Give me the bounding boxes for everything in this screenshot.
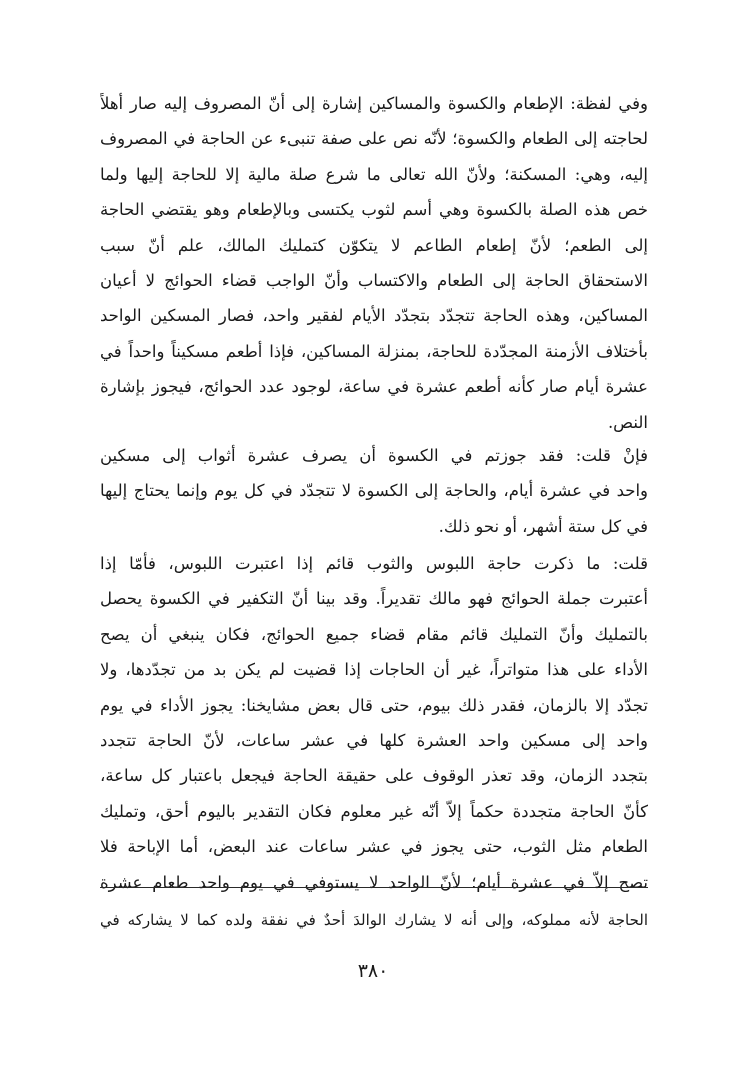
paragraph-1 [100,86,648,440]
footnote [100,904,648,936]
text-line: قلت: ما ذكرت حاجة اللبوس والثوب قائم إذا اعتبرت اللبوس، فأمّا إذا [100,554,648,573]
text-line: الطعام مثل الثوب، حتى يجوز في عشر ساعات عند البعض، أما الإباحة فلا [100,837,648,857]
text-line: في كل ستة أشهر، أو نحو ذلك. [438,516,648,536]
text-line: الاستحقاق الحاجة إلى الطعام والاكتساب وأنّ الواجب قضاء الحوائج لا أعيان [100,270,648,290]
paragraph-3 [100,546,648,900]
text-line: النص. [607,412,648,432]
text-line: بأختلاف الأزمنة المجدّدة للحاجة، بمنزلة المساكين، فإذا أطعم مسكيناً واحداً في [100,341,648,361]
text-line: بالتمليك وأنّ التمليك قائم مقام قضاء جميع الحوائج، فكان ينبغي أن يصح [100,624,648,644]
footnote-line: الحاجة لأنه مملوكه، وإلى أنه لا يشارك الوالدَ أحدٌ في نفقة ولده كما لا يشاركه في [100,911,648,929]
text-line: تصح إلاّ في عشرة أيام؛ لأنّ الواحد لا يستوفي في يوم واحد طعام عشرة [100,872,648,892]
text-line: تجدّد إلا بالزمان، فقدر ذلك بيوم، حتى قال بعض مشايخنا: يجوز الأداء في يوم [100,695,648,715]
footnote-divider [100,887,648,888]
text-line: إلى الطعم؛ لأنّ إطعام الطاعم لا يتكوّن كتمليك المالك، علم أنّ سبب [100,235,648,255]
text-line: لحاجته إلى الطعام والكسوة؛ لأنّه نص على صفة تنبىء عن الحاجة في المصروف [100,129,648,149]
text-line: بتجدد الزمان، وقد تعذر الوقوف على حقيقة الحاجة فيجعل باعتبار كل ساعة، [100,766,648,786]
text-line: المساكين، وهذه الحاجة تتجدّد بتجدّد الأيام لفقير واحد، فصار المسكين الواحد [100,306,648,326]
text-line: أعتبرت جملة الحوائج فهو مالك تقديراً. وقد بينا أنّ التكفير في الكسوة يحصل [100,589,648,609]
text-line: الأداء على هذا متواتراً، غير أن الحاجات إذا قضيت لم يكن بد من تجدّدها، ولا [100,660,648,680]
text-line: واحد إلى مسكين واحد العشرة كلها في عشر ساعات، لأنّ الحاجة تتجدد [100,730,648,750]
paragraph-2 [100,438,648,544]
text-line: عشرة أيام صار كأنه أطعم عشرة في ساعة، لوجود عدد الحوائج، فيجوز بإشارة [100,377,648,397]
text-line: فإنْ قلت: فقد جوزتم في الكسوة أن يصرف عشرة أثواب إلى مسكين [100,446,648,465]
page-number: ٣٨٠ [357,960,389,982]
text-line: كأنّ الحاجة متجددة حكماً إلاّ أنّه غير معلوم فكان التقدير باليوم أحق، وتمليك [100,801,648,821]
text-line: واحد في عشرة أيام، والحاجة إلى الكسوة لا تتجدّد في كل يوم وإنما يحتاج إليها [100,481,648,501]
text-line: وفي لفظة: الإطعام والكسوة والمساكين إشارة إلى أنّ المصروف إليه صار أهلاً [100,94,648,113]
text-line: خص هذه الصلة بالكسوة وهي أسم لثوب يكتسى وبالإطعام وهو يقتضي الحاجة [100,200,648,220]
text-line: إليه، وهي: المسكنة؛ ولأنّ الله تعالى ما شرع صلة مالية إلا للحاجة إليها ولما [100,164,648,184]
